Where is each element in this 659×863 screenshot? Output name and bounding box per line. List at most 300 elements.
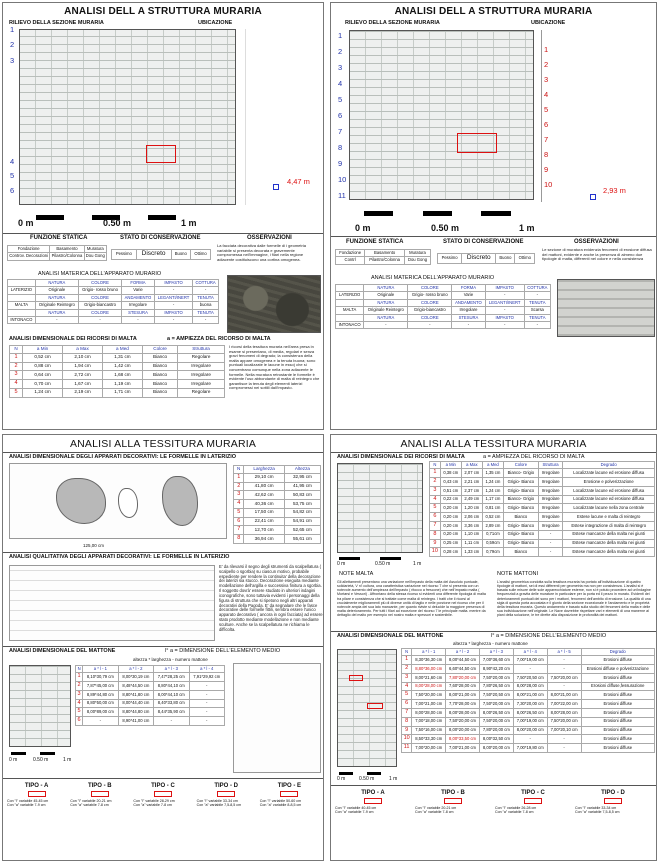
cell: 7,00*20,10 cm [547,726,581,735]
cell: - [408,322,452,329]
cell: Altezza [284,466,320,474]
row-index: 5 [544,105,549,114]
brick-type-caption: Con "a" variabile 7-8 cm [495,810,534,815]
row-number: 2 [430,478,441,487]
height-measure: 2,93 m [603,186,626,195]
cell: 2,49 cm [461,495,482,504]
cell: 2,07 cm [461,469,482,478]
brick-type-caption: Con "a" variabile 8-8,5 cm [259,803,302,808]
cell: 8,10*30,79 cm [83,673,118,682]
brick-type-swatch [364,798,382,804]
cell: a * l - 1 [412,649,446,656]
cell: 1,24 cm [482,478,503,487]
row-index: 10 [338,175,347,184]
cell: - [189,699,224,708]
brick-type-caption: Con "l" variabile 26-28 cm [495,806,537,810]
cell: a Min [440,462,461,469]
location-marker-icon [273,184,279,190]
cell: 0,52 cm [482,513,503,522]
mattone-heading: ANALISI DIMENSIONALE DEL MATTONE [337,633,444,639]
cell: a * l - 2 [118,666,153,673]
table-row [402,665,655,674]
row-index: 7 [338,127,343,136]
cell: Estese mancanze della malta nei giunti [563,548,655,557]
cell: IMPASTO [154,280,192,287]
cell: 8,00*21,60 cm [412,673,446,682]
cell: - [485,307,524,314]
cell: 8,90*41,00 cm [118,717,153,726]
cell: - [122,317,155,324]
brick-type [415,790,491,815]
cell: a * l - 4 [513,649,547,656]
cell: 2,72 cm [63,371,103,380]
cell: N [430,462,441,469]
height-measure: 4,47 m [287,177,310,186]
wall-survey-drawing [349,30,534,200]
cell: 54,82 cm [284,508,320,517]
cell: Irregolare [178,380,225,389]
cell: Regolare [178,353,225,362]
cell: Pessimo [438,254,462,264]
brick-type-caption: Con "l" variabile 20-21 cm [70,799,112,803]
cell: 7,50*20,50 cm [479,691,513,700]
sheet-struttura-1 [2,2,324,430]
formelle-drawing [9,463,227,539]
cell: 2,89 cm [482,522,503,531]
cell: a Med [102,346,142,354]
row-index: 4 [544,90,549,99]
cell: 0,88 cm [23,362,63,371]
scale-label-end: 1 m [389,776,398,782]
row-index: 5 [10,171,15,180]
cell: 7,50*20,00 cm [479,700,513,709]
brick-type-caption: Con "l" variabile 50-60 cm [259,799,302,803]
cell: COLORE [79,294,122,301]
cell: 8,00*28,00 cm [412,682,446,691]
divider [331,631,657,632]
cell: - [189,708,224,717]
cell: Erosioni diffuse [581,673,655,682]
brick-type-caption: Con "l" variabile 40-45 cm [335,806,377,810]
cell: Grigio- Bianco [503,478,538,487]
cell: 7,50*20,00 cm [446,717,480,726]
cell: 1,94 cm [63,362,103,371]
cell: - [485,322,524,329]
cell: Struttura [538,462,563,469]
row-number: 1 [430,469,441,478]
cell: - [524,292,550,299]
table-row [10,371,225,380]
sheet-title: ANALISI ALLA TESSITURA MURARIA [400,438,587,450]
cell: 8,50*33,30 cm [412,735,446,744]
cell: Erosioni diffuse [581,691,655,700]
decor-heading: ANALISI DIMENSIONALE DEGLI APPARATI DECORATIVI: LE FORMELLE IN LATERIZIO [9,454,237,460]
materica-heading: ANALISI MATERICA DELL'APPARATO MURARIO [38,271,162,277]
cell: 1,31 cm [102,353,142,362]
cell: Grigio- rosso bruno [79,287,122,294]
osservazioni-text: La facciata decorativa dalle formelle di i geometria variabile si presenta decorata e gravemente compromessa nell'immagine, i filari nella regione adiacente costituiscono una cortina omogenea. [217,243,306,262]
scale-label-0: 0 m [337,561,346,567]
cell: Struttura [178,346,225,354]
cell: Discreto [136,250,171,260]
cell: 7,50*20,00 cm [479,717,513,726]
cell: 1,24 cm [482,486,503,495]
cell: 8,00*20,00 cm [513,726,547,735]
cell: - [485,292,524,299]
cell: Bianco- Grigio [503,469,538,478]
cell: 7,00*22,00 cm [547,700,581,709]
stato-table [437,253,535,264]
cell: Originale Reintegro [364,307,408,314]
scale-label-mid: 0.50 m [33,757,49,763]
cell: Localizzate lacune nella zona centrale [563,504,655,513]
cell: 0,20 cm [440,513,461,522]
ubicazione-heading: UBICAZIONE [198,20,233,26]
cell: Originale Reintegro [35,302,78,309]
table-row [234,500,321,509]
row-number: 8 [402,717,412,726]
cell: 41,95 cm [284,482,320,491]
brick-type-swatch [217,791,235,797]
divider [331,452,657,453]
sheet-tessitura-2 [330,434,657,861]
table-row [234,482,321,491]
cell: 0,79cm [482,548,503,557]
cell: 7,87*45,00 cm [83,682,118,691]
table-row [402,709,655,718]
mattone-photo [9,665,71,747]
row-number: 2 [10,362,23,371]
cell: Ottimo [515,254,535,264]
row-index: 4 [338,79,343,88]
ricorsi-heading: ANALISI DIMENSIONALE DEI RICORSI DI MALTA [9,336,137,342]
cell: NATURA [35,309,78,316]
row-index: 1 [544,45,549,54]
cell: a * l - 5 [547,649,581,656]
cell: TENUTA [524,314,550,321]
cell: 22,41 cm [244,517,284,526]
cell: 1,17 cm [482,495,503,504]
cell: Contrl [336,257,365,264]
cell: 7,00*21,00 cm [412,700,446,709]
cell: - [547,735,581,744]
row-number: 3 [10,371,23,380]
row-index: 3 [544,75,549,84]
cell: 2,06 cm [461,513,482,522]
table-row [10,388,225,397]
scale-label-mid: 0.50 m [431,223,460,233]
brick-type-caption: Con "l" variabile 33-34 cm [575,806,617,810]
cell: ANDAMENTO [452,299,486,306]
cell: COLORE [408,285,452,292]
cell: - [154,287,192,294]
cell: Irregolare [122,302,155,309]
funzione-heading: FUNZIONE STATICA [30,235,88,241]
cell: Bianco [142,362,177,371]
table-row [402,656,655,665]
row-index: 6 [544,120,549,129]
cell: Bianco [142,371,177,380]
cell: 8,00*33,50 cm [446,735,480,744]
cell: Estese lacune e malta di reintegro [563,513,655,522]
cell: Irregolare [178,362,225,371]
brick-marker [367,703,383,709]
cell: NATURA [364,299,408,306]
cell: LEGANTI/INERT [154,294,192,301]
row-index: 9 [544,165,549,174]
cell: Estese integrazione di malta di reintegro [563,522,655,531]
table-row [430,548,655,557]
cell: 0,52 cm [23,353,63,362]
qual-heading: ANALISI QUALITATIVA DEGLI APPARATI DECORATIVI: LE FORMELLE IN LATERIZIO [9,554,230,560]
cell: 1,71 cm [102,388,142,397]
row-number: 4 [402,682,412,691]
table-row [10,362,225,371]
materica-heading: ANALISI MATERICA DELL'APPARATO MURARIO [371,275,495,281]
sheet-title: ANALISI DELL A STRUTTURA MURARIA [394,6,593,17]
cell: 1,24 cm [23,388,63,397]
cell: 0,43 cm [440,478,461,487]
brick-pattern-diagram [233,663,321,773]
sheet-struttura-2 [330,2,657,430]
cell: 0,38 cm [440,469,461,478]
divider [3,552,324,553]
cell: 40,36 cm [244,500,284,509]
cell: 8,00*44,40 cm [118,699,153,708]
cell: COTTURA [193,280,219,287]
cell: 2,21 cm [461,478,482,487]
cell: Irregolare [538,522,563,531]
cell: 2,10 cm [63,353,103,362]
table-row [402,682,655,691]
row-number: 2 [402,665,412,674]
cell: a * l - 3 [154,666,189,673]
cell: Basamento [50,246,84,253]
cell: TENUTA [524,299,550,306]
rilievo-heading: RILIEVO DELLA SEZIONE MURARIA [9,20,104,26]
cell: Irregolare [538,486,563,495]
cell: - [35,317,78,324]
scale-label-end: 1 m [519,223,535,233]
table-row [234,508,321,517]
row-number: 1 [76,673,83,682]
cell: 7,60*28,00 cm [446,682,480,691]
cell: 8,48*44,50 cm [118,682,153,691]
cell: 8,00*89,00 cm [83,708,118,717]
cell: IMPASTO [154,309,192,316]
cell: 7,80*20,00 cm [479,726,513,735]
osservazioni-heading: OSSERVAZIONI [247,235,292,241]
cell: Colore [503,462,538,469]
row-index: 3 [338,63,343,72]
cell: 8,30*36,30 cm [412,656,446,665]
table-row [430,513,655,522]
cell: 8,89*44,80 cm [83,690,118,699]
cell: - [154,717,189,726]
row-number: 6 [76,717,83,726]
table-row [234,535,321,544]
materica-table [335,284,551,329]
cell: 8,00*28,00 cm [446,709,480,718]
cell: 0,70 cm [23,380,63,389]
cell: 1,20 cm [461,504,482,513]
formella-shape [118,488,138,518]
brick-type-caption: Con "l" variabile 28-29 cm [133,799,175,803]
cell: 0,81 cm [482,504,503,513]
cell: 1,42 cm [102,362,142,371]
cell: 8,80*44,10 cm [154,682,189,691]
cell: Irregolare [178,371,225,380]
cell: 7,50*20,00 cm [547,673,581,682]
cell: Grigio- rosso bruno [408,292,452,299]
cell: TENUTA [193,294,219,301]
cell: Erosioni diffuse [581,726,655,735]
cell: 50,83 cm [284,491,320,500]
sheet-title: ANALISI ALLA TESSITURA MURARIA [69,438,257,450]
scale-label-end: 1 m [63,757,72,763]
cell: Dou Gong [85,253,105,259]
cell: 7,00*18,00 cm [412,717,446,726]
ubicazione-heading: UBICAZIONE [531,20,566,26]
cell: LEGANTI/INERT [485,299,524,306]
cell: Basamento [365,250,405,257]
row-number: 5 [10,388,23,397]
table-row [430,486,655,495]
scale-bar [364,211,540,216]
ricorsi-drawing [337,463,423,553]
cell: 8,00*44,10 cm [154,690,189,699]
brick-type [70,783,129,808]
brick-type-caption: Con "l" variabile 45-45 cm [7,799,49,803]
cell: 1,68 cm [102,371,142,380]
row-index: 11 [338,191,346,200]
brick-type-caption: Con "a" variabile 7-8 cm [70,803,109,808]
cell: Erosioni diffuse [581,709,655,718]
ricorsi-definition: a = AMPIEZZA DEL RICORSO DI MALTA [483,454,585,460]
scale-label-0: 0 m [337,776,346,782]
cell: - [513,665,547,674]
selected-area-marker [457,133,497,153]
cell: COLORE [408,314,452,321]
ricorsi-table [9,345,225,398]
table-row [402,691,655,700]
row-index: 4 [10,157,15,166]
cell: - [547,682,581,691]
row-number: 5 [430,504,441,513]
cell: IMPASTO [485,285,524,292]
cell: N [10,346,23,354]
cell: 8,80*41,80 cm [118,690,153,699]
row-number: 2 [76,682,83,691]
divider [3,646,324,647]
cell: Regolare [178,388,225,397]
cell: Estese mancanze della malta nei giunti [563,530,655,539]
row-number: 7 [234,526,244,535]
table-row [430,478,655,487]
funzione-heading: FUNZIONE STATICA [346,239,404,245]
cell: Degrado [563,462,655,469]
cell: a Med [482,462,503,469]
cell: 7,91*29,92 cm [189,673,224,682]
mattone-table [75,665,225,726]
table-row [76,673,225,682]
row-number: 2 [234,482,244,491]
brick-type [197,783,256,808]
row-number: 3 [234,491,244,500]
brick-type [7,783,66,808]
brick-type-name: TIPO - A [361,790,385,796]
scale-label-end: 1 m [181,218,197,228]
row-index: 3 [10,56,15,65]
cell: Bianco [503,548,538,557]
table-row [76,699,225,708]
cell: Bianco [142,388,177,397]
brick-type-caption: Con "l" variabile 33-34 cm [196,799,238,803]
cell: 8,00*28,00 cm [513,682,547,691]
cell: INTONACO [8,317,36,324]
divider [331,785,657,786]
cell: 17,50 cm [244,508,284,517]
cell: 0,20 cm [440,522,461,531]
table-row [76,682,225,691]
cell: 1,67 cm [63,380,103,389]
row-number: 10 [402,735,412,744]
brick-type-swatch [28,791,46,797]
row-number: 9 [430,539,441,548]
brick-type-swatch [280,791,298,797]
brick-type-name: TIPO - D [601,790,625,796]
row-index: 5 [338,95,343,104]
cell: Ottimo [191,250,211,260]
cell: LATERIZIO [336,292,364,299]
cell: a Min [23,346,63,354]
cell: 7,47*28,25 cm [154,673,189,682]
cell: 7,00*36,60 cm [479,656,513,665]
brick-type-name: TIPO - B [441,790,465,796]
scale-label-mid: 0.50 m [103,218,132,228]
materica-table [7,279,219,324]
material-photo [557,279,655,337]
cell: TENUTA [193,309,219,316]
table-row [430,469,655,478]
cell: Colore [142,346,177,354]
scale-label-0: 0 m [9,757,18,763]
cell: Erosioni diffuse [581,700,655,709]
cell: - [83,717,118,726]
table-row [234,473,321,482]
note-mattoni-heading: NOTE MATTONI [497,571,539,577]
cell: 8,00*21,00 cm [513,691,547,700]
cell: Estese mancanze della malta nei giunti [563,539,655,548]
cell: MALTA [336,307,364,314]
cell: STESURA [452,314,486,321]
scale-label-mid: 0.50 m [359,776,375,782]
cell: 7,00*19,00 cm [513,656,547,665]
row-index: 8 [338,143,343,152]
cell: FORMA [122,280,155,287]
cell: 8,00*21,00 cm [446,691,480,700]
ruler-line [541,30,542,202]
cell: Grigio- Bianco [503,539,538,548]
mattone-heading: ANALISI DIMENSIONALE DEL MATTONE [9,648,116,654]
row-index: 2 [10,40,15,49]
cell: 6,60*44,50 cm [446,665,480,674]
formella-shape [56,478,106,524]
table-row [10,380,225,389]
cell: Fondazione [8,246,50,253]
decor-scale-label: 125,00 cm [83,543,105,548]
scale-bar [339,772,395,775]
